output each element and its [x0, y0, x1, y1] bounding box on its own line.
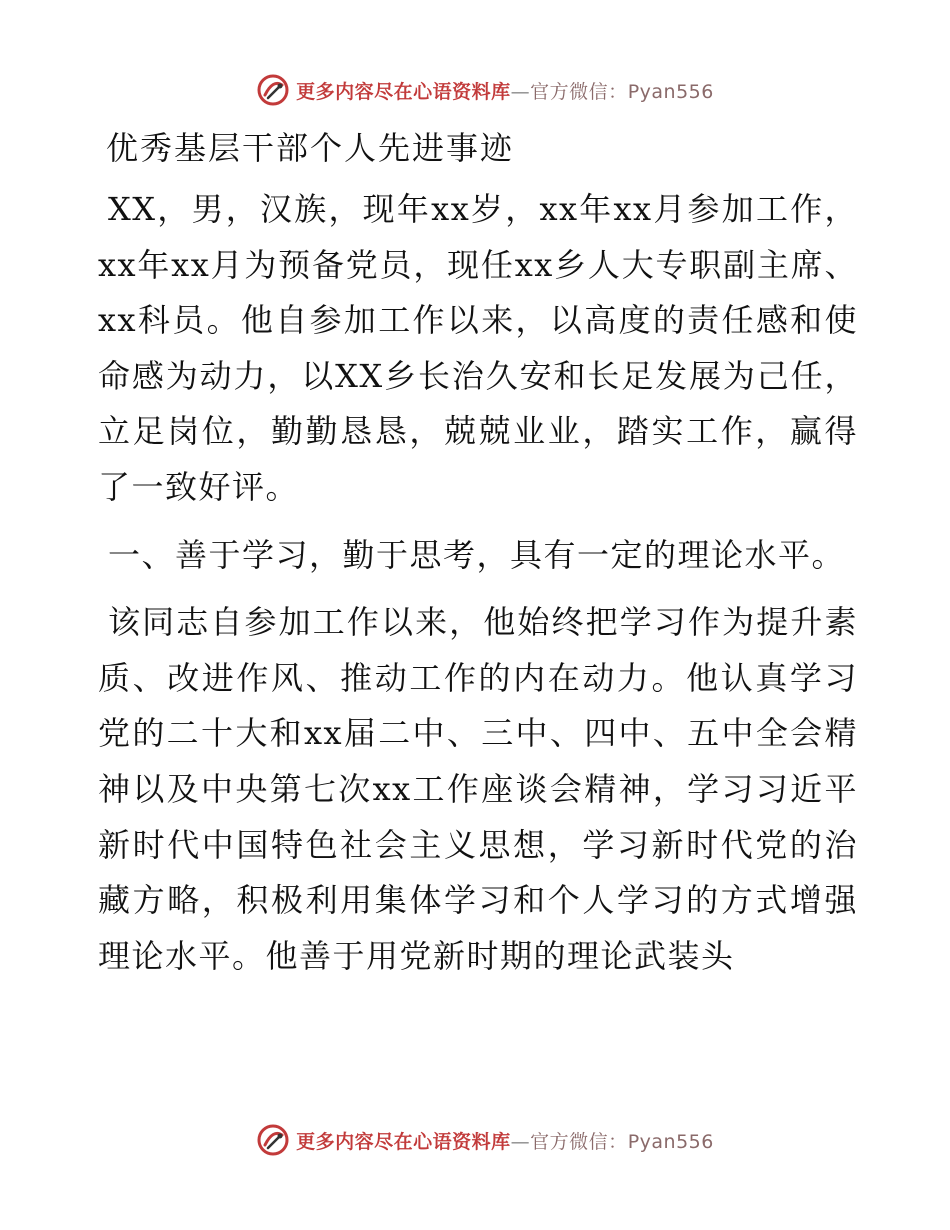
document-body: [98, 126, 858, 996]
header-brand-text: 更多内容尽在心语资料库: [296, 80, 511, 103]
header-contact-id: Pyan556: [627, 80, 714, 103]
header-banner-inner: [256, 73, 714, 107]
paragraph-study: 该同志自参加工作以来，他始终把学习作为提升素质、改进作风、推动工作的内在动力。他认真学习党的二十大和xx届二中、三中、四中、五中全会精神以及中央第七次xx工作座谈会精神，学习习近平新时代中国特色社会主义思想，学习新时代党的治藏方略，积极利用集体学习和个人学习的方式增强理论水平。他善于用党新时期的理论武装头: [98, 603, 858, 975]
header-contact-label: 官方微信：: [530, 80, 628, 103]
footer-contact-id: Pyan556: [627, 1130, 714, 1153]
footer-separator: —: [510, 1130, 531, 1153]
paragraph-intro: XX，男，汉族，现年xx岁，xx年xx月参加工作，xx年xx月为预备党员，现任xx乡人大专职副主席、xx科员。他自参加工作以来，以高度的责任感和使命感为动力，以XX乡长治久安和长足发展为己任，立足岗位，勤勤恳恳，兢兢业业，踏实工作，赢得了一致好评。: [98, 190, 858, 506]
footer-contact-label: 官方微信：: [530, 1130, 628, 1153]
header-banner-text: [296, 77, 714, 104]
header-banner: [0, 70, 950, 110]
footer-banner-text: [296, 1127, 714, 1154]
footer-banner-inner: [256, 1123, 714, 1157]
document-title: 优秀基层干部个人先进事迹: [106, 129, 515, 167]
header-separator: —: [510, 80, 531, 103]
brand-logo-icon: [256, 73, 290, 107]
footer-brand-text: 更多内容尽在心语资料库: [296, 1130, 511, 1153]
footer-banner: [0, 1120, 950, 1160]
paragraph-section-heading: 一、善于学习，勤于思考，具有一定的理论水平。: [108, 535, 846, 574]
brand-logo-icon: [256, 1123, 290, 1157]
